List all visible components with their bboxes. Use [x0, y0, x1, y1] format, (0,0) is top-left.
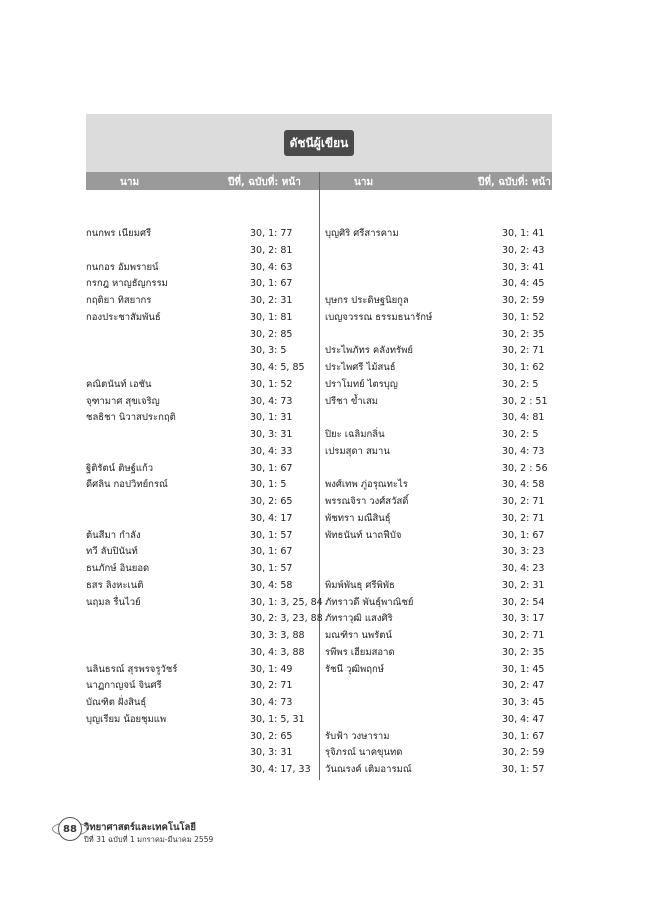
- index-entry: [86, 243, 316, 260]
- author-name: ประไพภัทร คลังทรัพย์: [325, 345, 413, 357]
- index-entry: [325, 293, 551, 310]
- issue-page-ref: 30, 1: 41: [502, 228, 545, 239]
- issue-page-ref: 30, 3: 41: [502, 261, 545, 273]
- author-name: พัชทรา มณีสินธุ์: [325, 512, 391, 524]
- page-number-badge: [58, 817, 82, 841]
- author-name: ชลธิชา นิวาสประกฤติ: [86, 412, 176, 424]
- author-name: ธสร ลิงหะเนติ: [86, 579, 144, 591]
- index-entry: [325, 394, 551, 411]
- index-entry: [325, 260, 551, 277]
- index-entry: [325, 662, 551, 679]
- page-number: 88: [63, 823, 77, 835]
- author-name: เปรมสุดา สมาน: [325, 445, 390, 457]
- issue-page-ref: 30, 4: 58: [502, 479, 545, 491]
- index-entry: [86, 293, 316, 310]
- journal-name: วิทยาศาสตร์และเทคโนโลยี: [84, 822, 196, 833]
- column-divider: [319, 172, 320, 780]
- index-entry: [86, 327, 316, 344]
- index-entry: [86, 595, 323, 612]
- issue-page-ref: 30, 1: 67: [250, 546, 293, 558]
- issue-page-ref: 30, 4: 58: [250, 579, 293, 591]
- author-name: รัชนี วุฒิพฤกษ์: [325, 663, 385, 675]
- author-name: วันณรงค์ เติมอารมณ์: [325, 764, 412, 775]
- author-name: รุจิภรณ์ นาคขุนทด: [325, 747, 403, 759]
- author-name: ฐิติรัตน์ ติษฐ์แก้ว: [86, 462, 154, 474]
- issue-page-ref: 30, 2: 59: [502, 295, 545, 306]
- issue-page-ref: 30, 3: 17: [502, 613, 545, 625]
- index-entry: [325, 762, 551, 779]
- index-entry: [86, 745, 316, 762]
- header-name-left: นาม: [120, 177, 140, 188]
- issue-page-ref: 30, 2: 85: [250, 328, 293, 340]
- issue-page-ref: 30, 4: 81: [502, 412, 545, 424]
- author-name: กนกพร เนียมศรี: [86, 228, 152, 239]
- author-name: ทวี ลับปินันท์: [86, 546, 138, 558]
- author-name: ภัทราวดี พันธุ์พาณิชย์: [325, 596, 414, 608]
- index-entry: [325, 511, 551, 528]
- index-entry: [325, 528, 551, 545]
- author-name: ปราโมทย์ ไตรบุญ: [325, 378, 398, 390]
- issue-page-ref: 30, 4: 45: [502, 278, 545, 290]
- index-entry: [86, 477, 316, 494]
- index-entry: [325, 628, 551, 645]
- author-name: ดีศลิน กอปวิทย์กรณ์: [86, 479, 168, 491]
- issue-page-ref: 30, 3: 23: [502, 546, 545, 558]
- issue-page-ref: 30, 4: 3, 88: [250, 646, 305, 658]
- author-name: บุญเรียม น้อยชุมแพ: [86, 713, 167, 725]
- index-column-right: [325, 226, 551, 779]
- author-name: พรรณจิรา วงศ์สวัสดิ์: [325, 496, 409, 507]
- issue-page-ref: 30, 1: 57: [250, 529, 293, 541]
- author-name: คณิตนันท์ เอชัน: [86, 378, 152, 390]
- issue-page-ref: 30, 1: 67: [250, 278, 293, 290]
- issue-page-ref: 30, 1: 81: [250, 311, 293, 323]
- index-entry: [86, 762, 316, 779]
- index-entry: [86, 461, 316, 478]
- index-entry: [86, 695, 316, 712]
- issue-page-ref: 30, 1: 5, 31: [250, 713, 305, 725]
- header-name-right: นาม: [354, 177, 374, 188]
- author-name: นฤมล รื่นไวย์: [86, 596, 141, 608]
- issue-page-ref: 30, 3: 5: [250, 345, 287, 357]
- index-entry: [325, 645, 551, 662]
- index-entry: [325, 611, 551, 628]
- issue-page-ref: 30, 2: 5: [502, 429, 539, 440]
- issue-page-ref: 30, 1: 52: [250, 378, 293, 390]
- issue-page-ref: 30, 2: 71: [502, 630, 545, 641]
- issue-page-ref: 30, 2: 71: [250, 680, 293, 692]
- index-entry: [86, 226, 316, 243]
- issue-page-ref: 30, 4: 73: [250, 395, 293, 407]
- issue-page-ref: 30, 1: 67: [250, 462, 293, 474]
- author-name: จุฑามาศ สุขเจริญ: [86, 395, 160, 407]
- index-entry: [325, 578, 551, 595]
- index-entry: [86, 427, 316, 444]
- issue-page-ref: 30, 3: 3, 88: [250, 630, 305, 641]
- issue-page-ref: 30, 4: 47: [502, 713, 545, 725]
- author-name: ภัทราวุฒิ แสงศิริ: [325, 613, 393, 625]
- index-column-left: [86, 226, 323, 779]
- journal-issue: ปีที่ 31 ฉบับที่ 1 มกราคม-มีนาคม 2559: [84, 835, 214, 844]
- issue-page-ref: 30, 2: 31: [250, 295, 293, 306]
- author-name: บัณฑิต ฝั่งสินธุ์: [86, 697, 147, 708]
- index-entry: [325, 729, 551, 746]
- issue-page-ref: 30, 1: 67: [502, 529, 545, 541]
- index-entry: [86, 360, 316, 377]
- index-entry: [86, 377, 316, 394]
- issue-page-ref: 30, 2 : 56: [502, 462, 548, 474]
- issue-page-ref: 30, 2: 5: [502, 378, 539, 390]
- index-entry: [325, 595, 551, 612]
- index-entry: [325, 427, 551, 444]
- issue-page-ref: 30, 2: 71: [502, 512, 545, 524]
- issue-page-ref: 30, 4: 73: [250, 697, 293, 708]
- author-name: เบญจวรรณ ธรรมธนารักษ์: [325, 311, 433, 323]
- issue-page-ref: 30, 1: 52: [502, 311, 545, 323]
- index-entry: [86, 729, 316, 746]
- index-entry: [325, 327, 551, 344]
- index-entry: [325, 544, 551, 561]
- issue-page-ref: 30, 4: 73: [502, 445, 545, 457]
- issue-page-ref: 30, 2: 71: [502, 496, 545, 507]
- author-name: ปรีชา ข้ำเสม: [325, 395, 379, 407]
- index-entry: [325, 310, 551, 327]
- issue-page-ref: 30, 2: 54: [502, 596, 545, 608]
- issue-page-ref: 30, 2: 35: [502, 646, 545, 658]
- author-name: ธนภักษ์ อินยอด: [86, 563, 150, 574]
- index-entry: [325, 477, 551, 494]
- header-ref-right: ปีที่, ฉบับที่: หน้า: [478, 177, 551, 188]
- index-entry: [325, 695, 551, 712]
- index-entry: [325, 461, 551, 478]
- issue-page-ref: 30, 2: 71: [502, 345, 545, 357]
- author-name: พัทธนันท์ นาถฟีบัจ: [325, 529, 402, 541]
- author-name: บุษกร ประดิษฐนิยกูล: [325, 295, 409, 306]
- issue-page-ref: 30, 2: 3, 23, 88: [250, 613, 323, 625]
- issue-page-ref: 30, 1: 5: [250, 479, 287, 491]
- index-entry: [325, 276, 551, 293]
- issue-page-ref: 30, 4: 23: [502, 563, 545, 574]
- index-entry: [86, 628, 316, 645]
- index-entry: [325, 226, 551, 243]
- header-ref-left: ปีที่, ฉบับที่: หน้า: [228, 177, 301, 188]
- index-entry: [325, 377, 551, 394]
- author-name: พงศ์เทพ ภู่อรุณทะไร: [325, 479, 408, 491]
- author-name: นลินธรณ์ สุรพรจรูวัชร์: [86, 663, 178, 675]
- issue-page-ref: 30, 2: 47: [502, 680, 545, 692]
- index-entry: [86, 276, 316, 293]
- issue-page-ref: 30, 1: 45: [502, 663, 545, 675]
- issue-page-ref: 30, 1: 3, 25, 84: [250, 596, 323, 608]
- index-entry: [86, 662, 316, 679]
- author-name: กฤติยา ทิสยากร: [86, 295, 152, 306]
- issue-page-ref: 30, 4: 33: [250, 445, 293, 457]
- issue-page-ref: 30, 2: 43: [502, 244, 545, 256]
- issue-page-ref: 30, 2: 65: [250, 730, 293, 742]
- index-entry: [86, 712, 316, 729]
- index-entry: [325, 678, 551, 695]
- issue-page-ref: 30, 4: 63: [250, 261, 293, 273]
- index-entry: [86, 578, 316, 595]
- index-entry: [325, 745, 551, 762]
- author-name: นาฏกาญจน์ จินศรี: [86, 680, 162, 692]
- author-name: กนกอร อัมพรายน์: [86, 261, 159, 273]
- issue-page-ref: 30, 1: 57: [250, 563, 293, 574]
- index-entry: [325, 360, 551, 377]
- index-entry: [325, 561, 551, 578]
- index-entry: [86, 310, 316, 327]
- author-name: กองประชาสัมพันธ์: [86, 311, 161, 323]
- issue-page-ref: 30, 1: 77: [250, 228, 293, 239]
- issue-page-ref: 30, 4: 5, 85: [250, 362, 305, 373]
- index-entry: [86, 410, 316, 427]
- index-entry: [86, 611, 323, 628]
- index-entry: [86, 260, 316, 277]
- index-entry: [325, 494, 551, 511]
- index-entry: [86, 394, 316, 411]
- index-entry: [325, 410, 551, 427]
- issue-page-ref: 30, 2: 31: [502, 579, 545, 591]
- issue-page-ref: 30, 3: 31: [250, 429, 293, 440]
- issue-page-ref: 30, 1: 57: [502, 764, 545, 775]
- author-name: มณฑิรา นพรัตน์: [325, 630, 392, 641]
- issue-page-ref: 30, 3: 45: [502, 697, 545, 708]
- author-name: รับฟ้า วงษาราม: [325, 730, 390, 742]
- index-entry: [325, 243, 551, 260]
- issue-page-ref: 30, 1: 49: [250, 663, 293, 675]
- index-entry: [86, 511, 316, 528]
- author-name: ปิยะ เฉลิมกลิ่น: [325, 429, 385, 440]
- issue-page-ref: 30, 2 : 51: [502, 395, 548, 407]
- index-entry: [86, 561, 316, 578]
- author-name: บุญศิริ ศรีสารคาม: [325, 228, 399, 239]
- index-entry: [86, 528, 316, 545]
- author-name: พิมพ์พันธุ ศรีพิพัธ: [325, 579, 395, 591]
- issue-page-ref: 30, 3: 31: [250, 747, 293, 759]
- issue-page-ref: 30, 1: 31: [250, 412, 293, 424]
- issue-page-ref: 30, 2: 81: [250, 244, 293, 256]
- index-entry: [325, 712, 551, 729]
- index-entry: [86, 645, 316, 662]
- index-entry: [86, 343, 316, 360]
- issue-page-ref: 30, 1: 67: [502, 730, 545, 742]
- issue-page-ref: 30, 4: 17: [250, 512, 293, 524]
- issue-page-ref: 30, 2: 35: [502, 328, 545, 340]
- issue-page-ref: 30, 4: 17, 33: [250, 764, 311, 775]
- author-name: กรกฎ หาญธัญกรรม: [86, 278, 168, 290]
- author-name: ประไพศรี ไม้สนธ์: [325, 362, 396, 373]
- page-title: ดัชนีผู้เขียน: [284, 130, 354, 156]
- issue-page-ref: 30, 2: 65: [250, 496, 293, 507]
- index-entry: [86, 678, 316, 695]
- index-entry: [86, 494, 316, 511]
- author-name: ต้นสีมา กำลัง: [86, 529, 141, 541]
- author-name: รพีพร เฮียมสอาด: [325, 646, 395, 658]
- index-entry: [325, 343, 551, 360]
- index-entry: [86, 544, 316, 561]
- issue-page-ref: 30, 1: 62: [502, 362, 545, 373]
- issue-page-ref: 30, 2: 59: [502, 747, 545, 759]
- index-entry: [86, 444, 316, 461]
- index-entry: [325, 444, 551, 461]
